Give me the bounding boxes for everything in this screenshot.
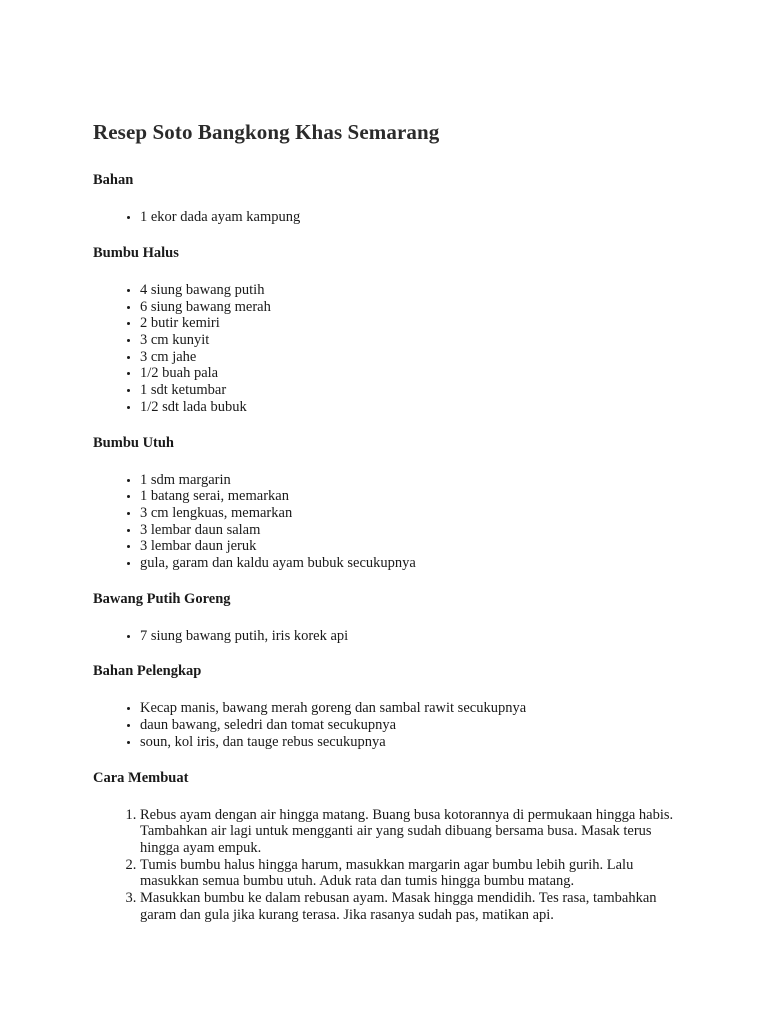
step-item: 3. Masukkan bumbu ke dalam rebusan ayam. Masak hingga mendidih. Tes rasa, tambahkan garam dan gula jika kurang terasa. Jika rasanya sudah pas, matikan api. — [140, 890, 693, 923]
list-item: • 2 butir kemiri — [140, 315, 693, 332]
list-item: • 3 cm jahe — [140, 349, 693, 366]
list-item: • 3 cm lengkuas, memarkan — [140, 505, 693, 522]
list-bumbu-halus — [93, 282, 693, 416]
recipe-document — [93, 120, 693, 941]
list-bawang-putih-goreng — [93, 628, 693, 645]
list-bumbu-utuh — [93, 472, 693, 572]
list-bahan — [93, 209, 693, 226]
list-item: • 7 siung bawang putih, iris korek api — [140, 628, 693, 645]
list-item: • gula, garam dan kaldu ayam bubuk secukupnya — [140, 555, 693, 572]
section-heading-bawang-putih-goreng: Bawang Putih Goreng — [93, 590, 231, 607]
list-item: • Kecap manis, bawang merah goreng dan sambal rawit secukupnya — [140, 700, 693, 717]
list-item: • 6 siung bawang merah — [140, 299, 693, 316]
list-item: • 1 batang serai, memarkan — [140, 488, 693, 505]
step-item: 1. Rebus ayam dengan air hingga matang. Buang busa kotorannya di permukaan hingga habis. Tambahkan air lagi untuk mengganti air yang sudah dibuang bersama busa. Masak terus hingga ayam empuk. — [140, 807, 693, 857]
list-item: • 1/2 buah pala — [140, 365, 693, 382]
section-heading-bahan-pelengkap: Bahan Pelengkap — [93, 663, 202, 680]
list-item: • 3 lembar daun jeruk — [140, 538, 693, 555]
section-heading-cara-membuat: Cara Membuat — [93, 769, 189, 786]
list-item: • 3 cm kunyit — [140, 332, 693, 349]
list-item: • 1/2 sdt lada bubuk — [140, 399, 693, 416]
section-heading-bahan: Bahan — [93, 172, 134, 189]
list-bahan-pelengkap — [93, 700, 693, 750]
list-item: • 4 siung bawang putih — [140, 282, 693, 299]
step-item: 2. Tumis bumbu halus hingga harum, masukkan margarin agar bumbu lebih gurih. Lalu masukkan semua bumbu utuh. Aduk rata dan tumis hingga bumbu matang. — [140, 857, 693, 890]
page-title: Resep Soto Bangkong Khas Semarang — [93, 120, 440, 144]
list-item: • 1 ekor dada ayam kampung — [140, 209, 693, 226]
list-item: • 1 sdt ketumbar — [140, 382, 693, 399]
list-item: • daun bawang, seledri dan tomat secukupnya — [140, 717, 693, 734]
list-item: • 1 sdm margarin — [140, 472, 693, 489]
section-heading-bumbu-utuh: Bumbu Utuh — [93, 434, 174, 451]
section-heading-bumbu-halus: Bumbu Halus — [93, 244, 179, 261]
list-cara-membuat — [93, 807, 693, 924]
list-item: • soun, kol iris, dan tauge rebus secukupnya — [140, 734, 693, 751]
list-item: • 3 lembar daun salam — [140, 522, 693, 539]
